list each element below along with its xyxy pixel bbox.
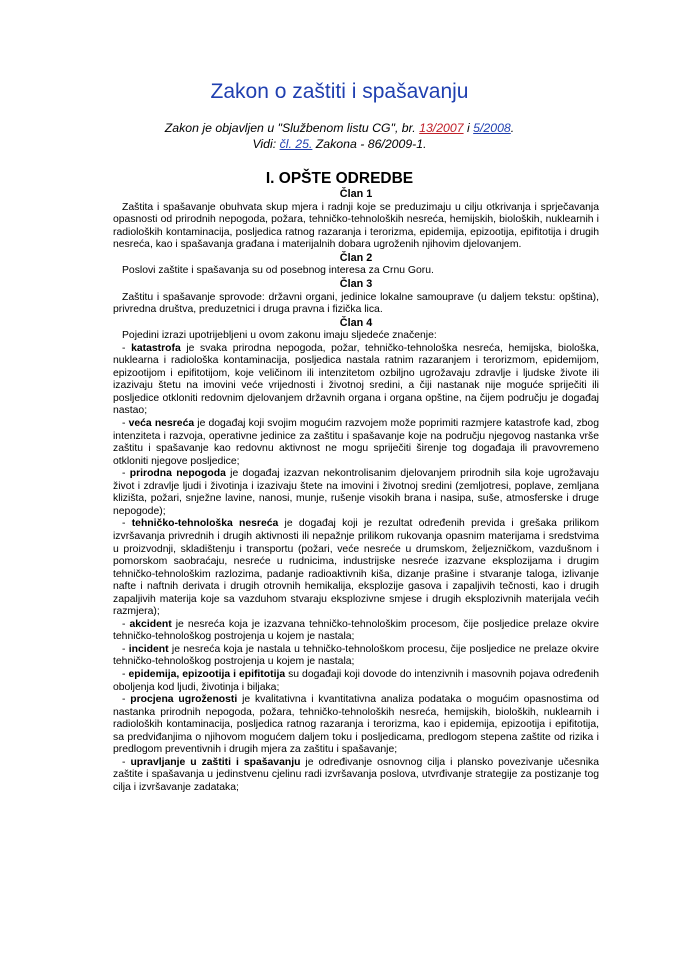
publication-suffix: . (510, 121, 515, 135)
article-text: Zaštitu i spašavanje sprovode: državni organi, jedinice lokalne samouprave (u daljem tekstu: opština), privredna društva, preduzetnici i druga pravna i fizička lica. (113, 291, 599, 316)
article-heading: Član 2 (339, 251, 373, 264)
definition-item (113, 518, 599, 618)
definition-item (113, 468, 599, 518)
definition-text: je nesreća koja je izazvana tehničko-tehnološkim procesom, čije posljedice prelaze okvire tehničko-tehnološkog postrojenja u kojem je nastala; (113, 618, 599, 643)
definition-term: epidemija, epizootija i epifitotija (128, 668, 286, 680)
definition-text: su događaji koji dovode do intenzivnih i masovnih pojava određenih oboljenja kod ljudi, životinja i biljaka; (113, 668, 599, 693)
definition-text: je nesreća koja je nastala u tehničko-tehnološkom procesu, čije posljedice ne prelaze okvire tehničko-tehnološkog postrojenja u kojem je nastala; (113, 643, 599, 668)
gazette-link-13-2007[interactable]: 13/2007 (419, 121, 464, 135)
article-heading: Član 4 (339, 316, 373, 329)
definition-text: je kvalitativna i kvantitativna analiza podataka o mogućim opasnostima od nastanka prirodnih nepogoda, požara, tehničko-tehnoloških nesreća, hemijskih, bioloških, nuklearnih i radioloških kontaminacija, posljedica ratnog razaranja i terorizma, kao i epidemija, epizootija i epifitotija, sa predviđanjima o njihovom mogućem daljem toku i posljedicama, predlogom stepena zaštite od rizika i predlogom preventivnih i drugih mjera za zaštitu i spašavanje; (113, 694, 599, 756)
definition-item (113, 418, 599, 468)
definition-term: procjena ugroženosti (130, 694, 238, 706)
definition-item (113, 694, 599, 757)
definition-bullet: - (122, 618, 130, 630)
definition-bullet: - (122, 518, 132, 530)
section-title: I. OPŠTE ODREDBE (265, 170, 414, 187)
definition-item (113, 343, 599, 418)
definition-text: je događaj izazvan nekontrolisanim djelovanjem prirodnih sila koje ugrožavaju život i zdravlje ljudi i životinja i izazivaju štete na imovini i životnoj sredini (zemljotresi, poplave, zemljana klizišta, požari, snježne lavine, nanosi, munje, rušenje visokih brana i nasipa, suše, atmosferske i druge nepogode); (113, 468, 599, 517)
publication-info (0, 120, 679, 152)
definition-text: je određivanje osnovnog cilja i plansko povezivanje učesnika zaštite i spašavanja u jedinstvenu cjelinu radi izvršavanja poslova, utvrđivanje strategije za postizanje tog cilja i izvršavanje zadataka; (113, 756, 599, 793)
publication-line (0, 120, 679, 136)
publication-prefix: Zakon je objavljen u "Službenom listu CG", br. (164, 121, 420, 135)
definition-term: veća nesreća (128, 418, 195, 430)
see-also-suffix: Zakona - 86/2009-1. (312, 137, 427, 151)
definition-text: je događaj koji svojim mogućim razvojem može poprimiti razmjere katastrofe kad, zbog intenziteta i razvoja, operativne jedinice za zaštitu i spašavanje koje na području njegovog nastanka vrše zaštitu i spašavanje kao redovnu aktivnost ne mogu spriječiti širenje tog događaja ili pravovremeno otkloniti njegove posljedice; (113, 418, 599, 467)
definition-bullet: - (122, 418, 129, 430)
definition-item (113, 644, 599, 669)
gazette-link-5-2008[interactable]: 5/2008 (473, 121, 511, 135)
document-title: Zakon o zaštiti i spašavanju (210, 80, 469, 103)
definition-bullet: - (122, 694, 131, 706)
definition-term: katastrofa (131, 342, 181, 354)
definition-bullet: - (122, 468, 130, 480)
article-text: Zaštita i spašavanje obuhvata skup mjera i radnji koje se preduzimaju u cilju otkrivanja i sprječavanja opasnosti od prirodnih nepogoda, požara, tehničko-tehnoloških nesreća, hemijskih, bioloških, nuklearnih i radioloških kontaminacija, posljedica ratnog razaranja i terorizma, epidemija, epizootija, epifitotija i drugih nesreća, kao i spašavanja građana i materijalnih dobara ugroženih njihovim djelovanjem. (113, 201, 599, 251)
definition-text: je događaj koji je rezultat određenih previda i grešaka prilikom izvršavanja privrednih i drugih aktivnosti ili nepažnje prilikom rukovanja opasnim materijama i sredstvima u proizvodnji, skladištenju i transportu (požari, veće nesreće u drumskom, željezničkom, vazdušnom i pomorskom saobraćaju, nesreće u rudnicima, industrijske nesreće izazvane eksplozijama i drugim tehničko-tehnološkim razlozima, padanje radioaktivnih kiša, dizanje prašine i stvaranje taloga, izlivanje nafte i naftnih derivata i drugih otrovnih hemikalija, eksplozije gasova i zapaljivih tečnosti, kao i drugih zapaljivih materija koje sa vazduhom stvaraju eksplozivne smjese i drugih eksplozivnih materijala većih razmjera); (113, 518, 599, 618)
definition-term: upravljanje u zaštiti i spašavanju (130, 756, 301, 768)
definition-bullet: - (122, 342, 132, 354)
definition-bullet: - (122, 668, 129, 680)
article-heading: Član 3 (339, 277, 373, 290)
definition-term: prirodna nepogoda (129, 468, 226, 480)
article-25-link[interactable]: čl. 25. (279, 137, 313, 151)
see-also-prefix: Vidi: (252, 137, 280, 151)
definition-text: je svaka prirodna nepogoda, požar, tehničko-tehnološka nesreća, hemijska, biološka, nuklearna i radiološka kontaminacija, posljedica nastala ratnim razaranjem i terorizmom, epidemijom, epizootijom i epifitotijom, koje veličinom ili intenzitetom ozbiljno ugrožavaju zdravlje i ljudske živote ili izazivaju štetu na imovini veće vrijednosti i životnoj sredini, a čiji nastanak nije moguće spriječiti ili posljedice otkloniti redovnim djelovanjem državnih organa i organa opštine, na čijem području je događaj nastao; (113, 342, 599, 417)
see-also-line (0, 136, 679, 152)
definition-bullet: - (122, 756, 131, 768)
definition-bullet: - (122, 643, 129, 655)
article-text: Poslovi zaštite i spašavanja su od posebnog interesa za Crnu Goru. (122, 265, 434, 277)
document-body (113, 188, 599, 794)
definition-item (113, 757, 599, 795)
definition-item (113, 669, 599, 694)
article-intro: Pojedini izrazi upotrijebljeni u ovom zakonu imaju sljedeće značenje: (122, 330, 437, 342)
definition-term: tehničko-tehnološka nesreća (131, 518, 279, 530)
definition-term: akcident (129, 618, 172, 630)
publication-conj: i (463, 121, 474, 135)
definition-term: incident (128, 643, 169, 655)
definition-item (113, 619, 599, 644)
article-heading: Član 1 (339, 188, 373, 200)
